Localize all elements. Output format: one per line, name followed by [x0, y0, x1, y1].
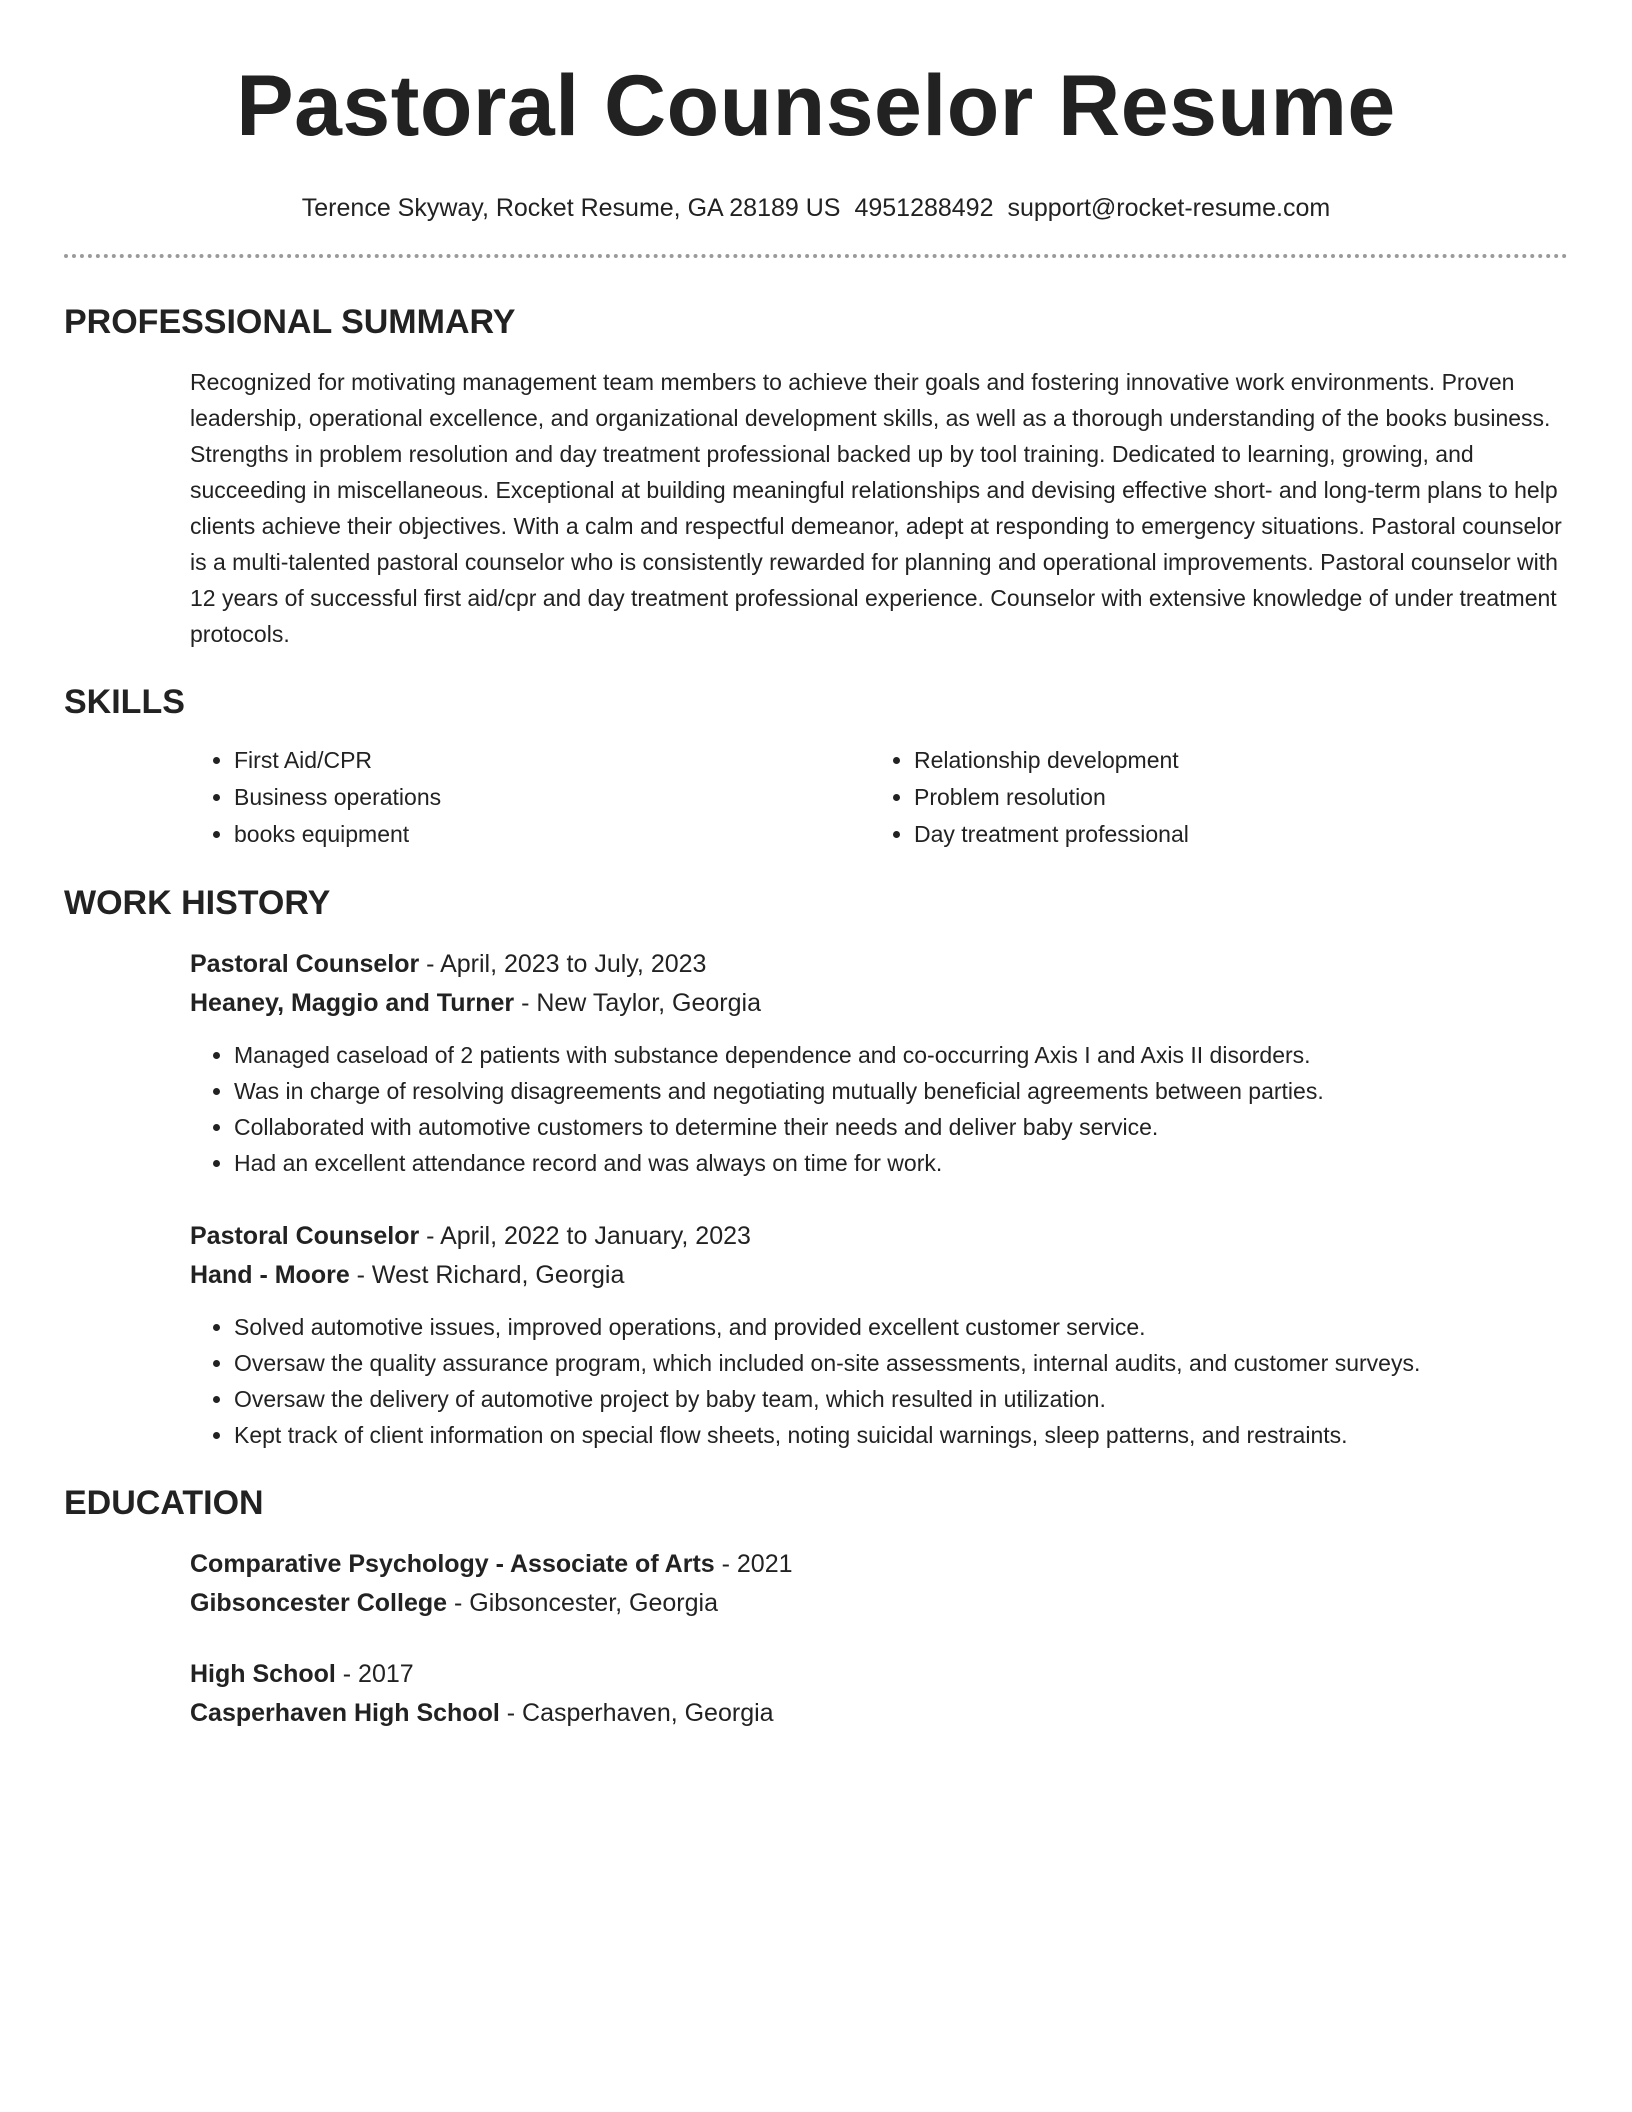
education-degree: High School — [190, 1660, 336, 1688]
education-year: - 2021 — [714, 1550, 793, 1578]
skills-column-right — [870, 742, 1550, 853]
education-school: Gibsoncester College — [190, 1589, 448, 1617]
job-company: Heaney, Maggio and Turner — [190, 989, 515, 1017]
contact-phone: 4951288492 — [854, 194, 994, 222]
job-location: - West Richard, Georgia — [349, 1261, 625, 1289]
skill-item: • Business operations — [234, 779, 870, 816]
skills-list — [190, 742, 1568, 853]
section-skills — [64, 682, 1568, 853]
job-bullet: • Was in charge of resolving disagreements and negotiating mutually beneficial agreements between parties. — [234, 1073, 1568, 1109]
job-bullet: • Had an excellent attendance record and was always on time for work. — [234, 1145, 1568, 1181]
skill-item: • Day treatment professional — [914, 816, 1550, 853]
job-bullet: • Collaborated with automotive customers to determine their needs and deliver baby service. — [234, 1109, 1568, 1145]
education-degree-line — [190, 1655, 1568, 1694]
education-degree: Comparative Psychology - Associate of Arts — [190, 1550, 715, 1578]
education-school: Casperhaven High School — [190, 1699, 500, 1727]
resume-header — [64, 0, 1568, 224]
education-year: - 2017 — [335, 1660, 414, 1688]
education-school-line — [190, 1694, 1568, 1733]
job-company: Hand - Moore — [190, 1261, 350, 1289]
education-degree-line — [190, 1545, 1568, 1584]
job-dates: - April, 2023 to July, 2023 — [419, 950, 707, 978]
job-dates: - April, 2022 to January, 2023 — [419, 1222, 751, 1250]
education-entry — [190, 1655, 1568, 1733]
job-entry — [190, 945, 1568, 1181]
summary-text: Recognized for motivating management team members to achieve their goals and fostering innovative work environments. Proven leadership, operational excellence, and organizational development skills, as well as a thorough understanding of the books business. Strengths in problem resolution and day treatment professional backed up by tool training. Dedicated to learning, growing, and succeeding in miscellaneous. Exceptional at building meaningful relationships and devising effective short- and long-term plans to help clients achieve their objectives. With a calm and respectful demeanor, adept at responding to emergency situations. Pastoral counselor is a multi-talented pastoral counselor who is consistently rewarded for planning and operational improvements. Pastoral counselor with 12 years of successful first aid/cpr and day treatment professional experience. Counselor with extensive knowledge of under treatment protocols. — [190, 369, 1562, 647]
job-bullet: • Oversaw the quality assurance program, which included on-site assessments, internal audits, and customer surveys. — [234, 1345, 1568, 1381]
job-bullet: • Oversaw the delivery of automotive project by baby team, which resulted in utilization. — [234, 1381, 1568, 1417]
education-location: - Gibsoncester, Georgia — [447, 1589, 718, 1617]
education-body — [190, 1545, 1568, 1733]
section-education — [64, 1483, 1568, 1733]
work-history-body — [190, 945, 1568, 1453]
header-divider — [64, 254, 1568, 258]
job-bullet: • Managed caseload of 2 patients with substance dependence and co-occurring Axis I and Axis II disorders. — [234, 1037, 1568, 1073]
section-title-work-history: WORK HISTORY — [64, 884, 331, 922]
job-company-line — [190, 984, 1568, 1023]
education-location: - Casperhaven, Georgia — [499, 1699, 774, 1727]
skill-item: • Problem resolution — [914, 779, 1550, 816]
skill-item: • Relationship development — [914, 742, 1550, 779]
job-bullet: • Kept track of client information on special flow sheets, noting suicidal warnings, sleep patterns, and restraints. — [234, 1417, 1568, 1453]
contact-line — [64, 192, 1568, 224]
skill-item: • books equipment — [234, 816, 870, 853]
contact-email: support@rocket-resume.com — [1007, 194, 1331, 222]
skills-column-left — [190, 742, 870, 853]
job-bullets — [190, 1309, 1568, 1453]
job-location: - New Taylor, Georgia — [514, 989, 761, 1017]
section-title-summary: PROFESSIONAL SUMMARY — [64, 303, 516, 341]
section-work-history — [64, 883, 1568, 1453]
job-role: Pastoral Counselor — [190, 1222, 420, 1250]
job-entry — [190, 1217, 1568, 1453]
section-title-skills: SKILLS — [64, 683, 185, 721]
job-bullet: • Solved automotive issues, improved operations, and provided excellent customer service. — [234, 1309, 1568, 1345]
summary-body — [190, 364, 1568, 652]
job-title-line — [190, 945, 1568, 984]
page-title: Pastoral Counselor Resume — [236, 58, 1396, 154]
job-company-line — [190, 1256, 1568, 1295]
job-title-line — [190, 1217, 1568, 1256]
job-role: Pastoral Counselor — [190, 950, 420, 978]
section-title-education: EDUCATION — [64, 1484, 264, 1522]
education-school-line — [190, 1584, 1568, 1623]
skill-item: • First Aid/CPR — [234, 742, 870, 779]
education-entry — [190, 1545, 1568, 1623]
section-summary — [64, 302, 1568, 652]
contact-address: Terence Skyway, Rocket Resume, GA 28189 US — [301, 194, 841, 222]
job-bullets — [190, 1037, 1568, 1181]
